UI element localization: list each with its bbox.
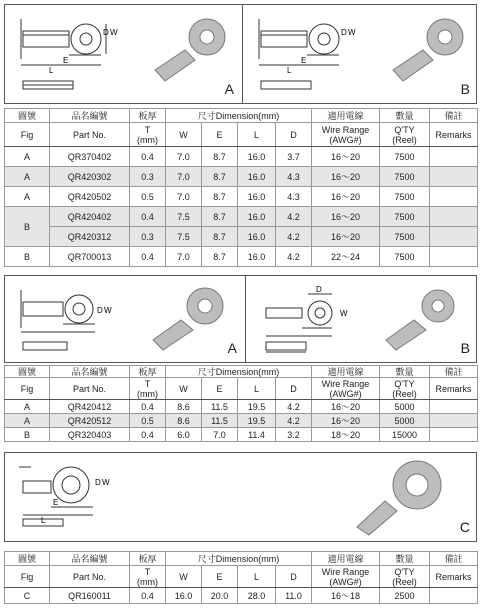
- hdr-l: L: [238, 123, 276, 147]
- hdr-t-en: [130, 566, 166, 588]
- cell-t: 0.4: [130, 588, 166, 604]
- hdr-t-unit: (mm): [137, 388, 158, 399]
- hdr-dimension: 尺寸Dimension(mm): [166, 109, 312, 123]
- table-row: [5, 147, 478, 167]
- table-row: [5, 207, 478, 227]
- cell-wire: 16～20: [312, 187, 380, 207]
- hdr-e: E: [202, 566, 238, 588]
- cell-t: 0.4: [130, 207, 166, 227]
- cell-t: 0.5: [130, 414, 166, 428]
- cell-d: 3.2: [276, 428, 312, 442]
- hdr-dimension: 尺寸Dimension(mm): [166, 552, 312, 566]
- table-3: [4, 551, 478, 604]
- hdr-part-zh: 品名編號: [50, 109, 130, 123]
- label-l: L: [41, 516, 46, 525]
- hdr-wire-en2: (AWG#): [329, 388, 362, 399]
- cell-part: QR700013: [50, 247, 130, 267]
- panel-1b: [242, 5, 478, 103]
- hdr-t-zh: 板厚: [130, 366, 166, 378]
- hdr-qty-zh: 數量: [380, 552, 430, 566]
- panel-1a: [5, 5, 242, 103]
- cell-wire: 16～20: [312, 207, 380, 227]
- cell-remarks: [430, 167, 478, 187]
- terminal-photo-2b: [378, 282, 468, 352]
- cell-fig: A: [5, 400, 50, 414]
- cell-t: 0.4: [130, 428, 166, 442]
- cell-fig: A: [5, 187, 50, 207]
- cell-wire: 18～20: [312, 428, 380, 442]
- table-1: [4, 108, 478, 267]
- label-w: W: [102, 478, 110, 487]
- cell-fig: C: [5, 588, 50, 604]
- section1-drawings: [4, 4, 477, 104]
- hdr-qty-en2: (Reel): [392, 134, 417, 145]
- hdr-t-unit: (mm): [137, 134, 158, 145]
- hdr-qty-en1: Q'TY: [394, 378, 415, 389]
- hdr-wire-en: [312, 566, 380, 588]
- drawing-technical-2a: [11, 280, 121, 360]
- terminal-photo-1b: [383, 15, 473, 85]
- hdr-qty-zh: 數量: [380, 109, 430, 123]
- label-d: D: [97, 306, 103, 315]
- hdr-remarks-zh: 備註: [430, 552, 478, 566]
- hdr-wire-en1: Wire Range: [321, 566, 370, 577]
- table-row: [5, 187, 478, 207]
- cell-l: 16.0: [238, 247, 276, 267]
- cell-t: 0.3: [130, 167, 166, 187]
- cell-qty: 15000: [380, 428, 430, 442]
- cell-d: 4.2: [276, 247, 312, 267]
- cell-t: 0.5: [130, 187, 166, 207]
- label-d: D: [341, 28, 347, 37]
- cell-d: 4.3: [276, 167, 312, 187]
- hdr-qty-en: [380, 378, 430, 400]
- drawing-technical-1a: [11, 11, 121, 101]
- cell-e: 8.7: [202, 187, 238, 207]
- cell-t: 0.3: [130, 227, 166, 247]
- table-row: [5, 227, 478, 247]
- hdr-fig-en: Fig: [5, 123, 50, 147]
- drawing-technical-2b: [252, 280, 372, 360]
- hdr-wire-en2: (AWG#): [329, 576, 362, 587]
- hdr-t-sub: T: [144, 124, 151, 135]
- cell-w: 7.0: [166, 247, 202, 267]
- cell-remarks: [430, 147, 478, 167]
- cell-w: 7.5: [166, 227, 202, 247]
- label-w: W: [340, 309, 348, 318]
- hdr-e: E: [202, 123, 238, 147]
- hdr-wire-en: [312, 123, 380, 147]
- hdr-remarks-zh: 備註: [430, 109, 478, 123]
- hdr-wire-en: [312, 378, 380, 400]
- hdr-fig-en: Fig: [5, 378, 50, 400]
- cell-qty: 2500: [380, 588, 430, 604]
- cell-e: 11.5: [202, 400, 238, 414]
- cell-wire: 16～20: [312, 414, 380, 428]
- hdr-e: E: [202, 378, 238, 400]
- hdr-part-zh: 品名編號: [50, 366, 130, 378]
- cell-qty: 7500: [380, 167, 430, 187]
- cell-d: 4.3: [276, 187, 312, 207]
- panel-label: B: [460, 340, 470, 356]
- hdr-wire-zh: 適用電線: [312, 552, 380, 566]
- cell-fig: A: [5, 147, 50, 167]
- hdr-part-en: Part No.: [50, 123, 130, 147]
- panel-label: A: [227, 340, 237, 356]
- cell-fig: A: [5, 414, 50, 428]
- table-row: [5, 588, 478, 604]
- hdr-d: D: [276, 123, 312, 147]
- hdr-qty-en1: Q'TY: [394, 566, 415, 577]
- cell-wire: 16～18: [312, 588, 380, 604]
- hdr-part-zh: 品名編號: [50, 552, 130, 566]
- hdr-t-zh: 板厚: [130, 552, 166, 566]
- cell-qty: 7500: [380, 227, 430, 247]
- hdr-part-en: Part No.: [50, 566, 130, 588]
- drawing-technical-1b: [249, 11, 359, 101]
- cell-fig: B: [5, 207, 50, 247]
- cell-part: QR420512: [50, 414, 130, 428]
- table-row: [5, 247, 478, 267]
- cell-l: 19.5: [238, 414, 276, 428]
- cell-e: 20.0: [202, 588, 238, 604]
- cell-w: 6.0: [166, 428, 202, 442]
- cell-wire: 16～20: [312, 400, 380, 414]
- hdr-wire-zh: 適用電線: [312, 109, 380, 123]
- cell-e: 7.0: [202, 428, 238, 442]
- cell-t: 0.4: [130, 147, 166, 167]
- cell-part: QR420502: [50, 187, 130, 207]
- hdr-w: W: [166, 566, 202, 588]
- cell-e: 8.7: [202, 207, 238, 227]
- table-row: [5, 400, 478, 414]
- cell-fig: A: [5, 167, 50, 187]
- hdr-remarks-zh: 備註: [430, 366, 478, 378]
- label-w: W: [348, 28, 356, 37]
- label-d: D: [103, 28, 109, 37]
- cell-l: 16.0: [238, 147, 276, 167]
- hdr-remarks-en: Remarks: [430, 378, 478, 400]
- cell-remarks: [430, 414, 478, 428]
- cell-fig: B: [5, 428, 50, 442]
- hdr-qty-en2: (Reel): [392, 388, 417, 399]
- cell-remarks: [430, 207, 478, 227]
- cell-qty: 7500: [380, 207, 430, 227]
- hdr-t-zh: 板厚: [130, 109, 166, 123]
- hdr-qty-zh: 數量: [380, 366, 430, 378]
- hdr-dimension: 尺寸Dimension(mm): [166, 366, 312, 378]
- label-l: L: [49, 66, 54, 75]
- section2-drawings: [4, 275, 477, 363]
- cell-d: 4.2: [276, 227, 312, 247]
- cell-l: 28.0: [238, 588, 276, 604]
- cell-qty: 7500: [380, 247, 430, 267]
- label-e: E: [63, 56, 69, 65]
- hdr-wire-zh: 適用電線: [312, 366, 380, 378]
- cell-wire: 16～20: [312, 167, 380, 187]
- hdr-d: D: [276, 566, 312, 588]
- panel-2b: [245, 276, 478, 362]
- hdr-d: D: [276, 378, 312, 400]
- hdr-l: L: [238, 378, 276, 400]
- cell-d: 4.2: [276, 400, 312, 414]
- drawing-technical-3c: [11, 457, 131, 537]
- cell-e: 11.5: [202, 414, 238, 428]
- cell-t: 0.4: [130, 247, 166, 267]
- terminal-photo-1a: [145, 15, 235, 85]
- hdr-wire-en2: (AWG#): [329, 134, 362, 145]
- hdr-wire-en1: Wire Range: [321, 124, 370, 135]
- cell-e: 8.7: [202, 167, 238, 187]
- hdr-fig-zh: 圖號: [5, 552, 50, 566]
- cell-wire: 22～24: [312, 247, 380, 267]
- panel-label: A: [224, 81, 234, 97]
- cell-w: 7.5: [166, 207, 202, 227]
- cell-l: 16.0: [238, 187, 276, 207]
- hdr-t-en: [130, 378, 166, 400]
- panel-label: B: [460, 81, 470, 97]
- hdr-wire-en1: Wire Range: [321, 378, 370, 389]
- cell-part: QR370402: [50, 147, 130, 167]
- section3-drawings: [4, 452, 477, 542]
- hdr-t-sub: T: [144, 566, 151, 577]
- terminal-photo-2a: [145, 282, 235, 352]
- hdr-part-en: Part No.: [50, 378, 130, 400]
- panel-3c: [5, 453, 478, 541]
- table-row: [5, 167, 478, 187]
- panel-2a: [5, 276, 245, 362]
- label-e: E: [53, 498, 59, 507]
- cell-qty: 5000: [380, 414, 430, 428]
- cell-remarks: [430, 227, 478, 247]
- cell-w: 16.0: [166, 588, 202, 604]
- hdr-w: W: [166, 378, 202, 400]
- hdr-qty-en: [380, 123, 430, 147]
- cell-part: QR420312: [50, 227, 130, 247]
- cell-d: 4.2: [276, 207, 312, 227]
- label-d: D: [95, 478, 101, 487]
- cell-w: 7.0: [166, 147, 202, 167]
- cell-d: 3.7: [276, 147, 312, 167]
- hdr-t-sub: T: [144, 378, 151, 389]
- hdr-w: W: [166, 123, 202, 147]
- table-row: [5, 428, 478, 442]
- cell-w: 7.0: [166, 187, 202, 207]
- cell-wire: 16～20: [312, 147, 380, 167]
- hdr-remarks-en: Remarks: [430, 566, 478, 588]
- cell-d: 11.0: [276, 588, 312, 604]
- cell-part: QR320403: [50, 428, 130, 442]
- label-l: L: [287, 66, 292, 75]
- cell-qty: 7500: [380, 147, 430, 167]
- terminal-photo-3c: [345, 457, 455, 537]
- cell-l: 16.0: [238, 207, 276, 227]
- cell-part: QR160011: [50, 588, 130, 604]
- cell-fig: B: [5, 247, 50, 267]
- cell-d: 4.2: [276, 414, 312, 428]
- cell-remarks: [430, 247, 478, 267]
- cell-part: QR420302: [50, 167, 130, 187]
- cell-remarks: [430, 400, 478, 414]
- hdr-l: L: [238, 566, 276, 588]
- label-d: D: [316, 285, 322, 294]
- hdr-fig-zh: 圖號: [5, 366, 50, 378]
- cell-e: 8.7: [202, 147, 238, 167]
- label-w: W: [104, 306, 112, 315]
- cell-remarks: [430, 588, 478, 604]
- cell-w: 8.6: [166, 400, 202, 414]
- hdr-fig-en: Fig: [5, 566, 50, 588]
- cell-qty: 7500: [380, 187, 430, 207]
- table-2: [4, 365, 478, 442]
- cell-w: 8.6: [166, 414, 202, 428]
- hdr-qty-en2: (Reel): [392, 576, 417, 587]
- table-row: [5, 414, 478, 428]
- cell-remarks: [430, 428, 478, 442]
- hdr-qty-en1: Q'TY: [394, 124, 415, 135]
- label-e: E: [301, 56, 307, 65]
- cell-l: 19.5: [238, 400, 276, 414]
- hdr-remarks-en: Remarks: [430, 123, 478, 147]
- hdr-t-unit: (mm): [137, 576, 158, 587]
- cell-qty: 5000: [380, 400, 430, 414]
- cell-t: 0.4: [130, 400, 166, 414]
- hdr-qty-en: [380, 566, 430, 588]
- cell-e: 8.7: [202, 227, 238, 247]
- panel-label: C: [459, 519, 470, 535]
- hdr-fig-zh: 圖號: [5, 109, 50, 123]
- cell-l: 11.4: [238, 428, 276, 442]
- cell-w: 7.0: [166, 167, 202, 187]
- cell-remarks: [430, 187, 478, 207]
- cell-wire: 16～20: [312, 227, 380, 247]
- cell-e: 8.7: [202, 247, 238, 267]
- cell-part: QR420412: [50, 400, 130, 414]
- cell-l: 16.0: [238, 167, 276, 187]
- cell-l: 16.0: [238, 227, 276, 247]
- hdr-t-en: [130, 123, 166, 147]
- cell-part: QR420402: [50, 207, 130, 227]
- label-w: W: [110, 28, 118, 37]
